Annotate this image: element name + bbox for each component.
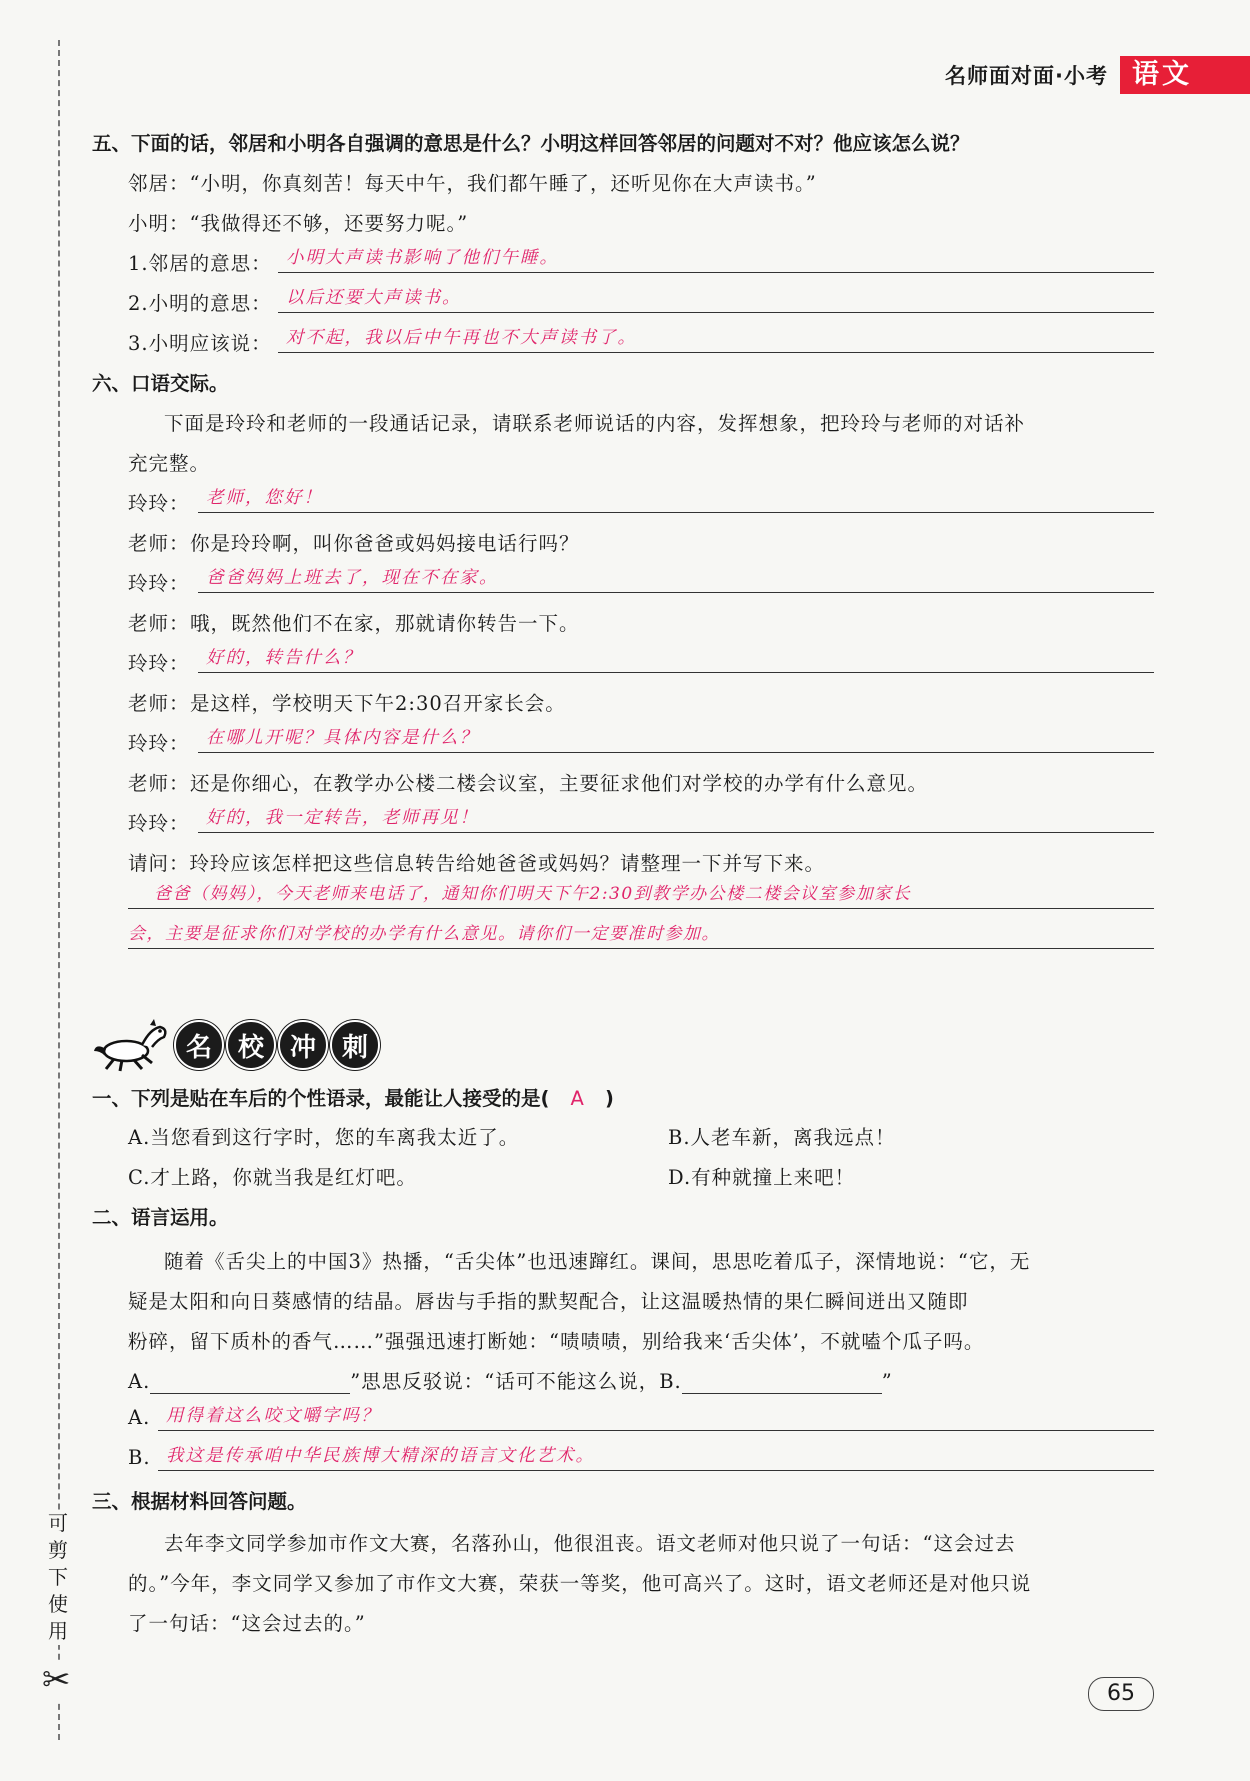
dialogue-answer: 在哪儿开呢？具体内容是什么？	[206, 728, 479, 748]
dialogue-speaker: 老师：	[128, 612, 190, 635]
q5-item2-answer: 以后还要大声读书。	[286, 288, 462, 308]
q6-title: 六、口语交际。	[92, 372, 229, 395]
famous-school-banner	[90, 1015, 380, 1075]
s3-paragraph-line1: 去年李文同学参加市作文大赛，名落孙山，他很沮丧。语文老师对他只说了一句话：“这会过去	[164, 1532, 1016, 1555]
dialogue-speaker: 玲玲：	[128, 572, 190, 595]
q5-item2-label: 2.小明的意思：	[128, 292, 272, 315]
dialogue-text: 哦，既然他们不在家，那就请你转告一下。	[190, 612, 580, 635]
s2-paragraph-line1: 随着《舌尖上的中国3》热播，“舌尖体”也迅速蹿红。课间，思思吃着瓜子，深情地说：“它，无	[164, 1250, 1031, 1273]
s2-answer-b-label: B.	[128, 1446, 151, 1469]
q5-item3-label: 3.小明应该说：	[128, 332, 272, 355]
q6-answer-line2	[128, 920, 1154, 949]
banner-char: 名	[174, 1020, 224, 1070]
q5-item3-answer: 对不起，我以后中午再也不大声读书了。	[286, 328, 637, 348]
s2-blank-a	[150, 1393, 350, 1394]
s1-option-b: B.人老车新，离我远点！	[668, 1126, 896, 1149]
dialogue-answer-line	[198, 484, 1154, 513]
q5-title: 五、下面的话，邻居和小明各自强调的意思是什么？小明这样回答邻居的问题对不对？他应该怎么说？	[92, 132, 970, 155]
s2-answer-a-label: A.	[128, 1406, 151, 1429]
dialogue-answer-line	[198, 564, 1154, 593]
horse-mascot-icon	[90, 1017, 172, 1073]
s2-fill-a-label: A.	[128, 1370, 151, 1393]
s2-answer-b-line	[158, 1442, 1154, 1471]
dialogue-answer-line	[198, 804, 1154, 833]
series-title: 名师面对面·小考	[945, 64, 1108, 88]
dialogue-speaker: 老师：	[128, 532, 190, 555]
dialogue-answer: 老师，您好！	[206, 488, 323, 508]
scissors-icon: ✂	[42, 1660, 71, 1700]
subject-tab: 语文	[1120, 56, 1250, 94]
banner-char: 校	[226, 1020, 276, 1070]
dialogue-answer: 好的，我一定转告，老师再见！	[206, 808, 479, 828]
page-number: 65	[1088, 1677, 1154, 1711]
dialogue-text: 是这样，学校明天下午2:30召开家长会。	[190, 692, 566, 715]
dialogue-speaker: 老师：	[128, 692, 190, 715]
cut-note: 可剪下使用	[44, 1510, 72, 1645]
banner-char: 冲	[278, 1020, 328, 1070]
dialogue-answer: 好的，转告什么？	[206, 648, 362, 668]
s2-fill-line	[128, 1366, 893, 1394]
dialogue-answer-line	[198, 724, 1154, 753]
page-header	[945, 56, 1250, 94]
s2-answer-a-line	[158, 1402, 1154, 1431]
dialogue-speaker: 玲玲：	[128, 732, 190, 755]
q6-intro-line2: 充完整。	[128, 452, 211, 475]
dialogue-speaker: 玲玲：	[128, 812, 190, 835]
dialogue-answer: 爸爸妈妈上班去了，现在不在家。	[206, 568, 499, 588]
q6-answer-text1: 爸爸（妈妈），今天老师来电话了，通知你们明天下午2:30到教学办公楼二楼会议室参加家长	[154, 884, 912, 904]
dialogue-answer-line	[198, 644, 1154, 673]
banner-char: 刺	[330, 1020, 380, 1070]
dialogue-speaker: 玲玲：	[128, 492, 190, 515]
s1-title	[92, 1083, 614, 1111]
s2-paragraph-line3: 粉碎，留下质朴的香气……”强强迅速打断她：“啧啧啧，别给我来‘舌尖体’，不就嗑个瓜子吗。	[128, 1330, 985, 1353]
q5-item2-answer-line	[278, 284, 1154, 313]
q5-xiaoming: 小明：“我做得还不够，还要努力呢。”	[128, 212, 469, 235]
s2-answer-b: 我这是传承咱中华民族博大精深的语言文化艺术。	[166, 1446, 595, 1466]
q6-answer-line1	[128, 880, 1154, 909]
q5-item1-answer-line	[278, 244, 1154, 273]
q6-answer-text2: 会，主要是征求你们对学校的办学有什么意见。请你们一定要准时参加。	[128, 924, 720, 944]
s1-answer: A	[570, 1087, 584, 1110]
s3-paragraph-line2: 的。”今年，李文同学又参加了市作文大赛，荣获一等奖，他可高兴了。这时，语文老师还是对他只说	[128, 1572, 1032, 1595]
q6-question: 请问：玲玲应该怎样把这些信息转告给她爸爸或妈妈？请整理一下并写下来。	[128, 852, 826, 875]
q5-item1-label: 1.邻居的意思：	[128, 252, 272, 275]
q6-intro-line1: 下面是玲玲和老师的一段通话记录，请联系老师说话的内容，发挥想象，把玲玲与老师的对话补	[164, 412, 1026, 435]
s1-title-close: )	[605, 1087, 614, 1110]
dialogue-text: 你是玲玲啊，叫你爸爸或妈妈接电话行吗？	[190, 532, 580, 555]
q5-item3-answer-line	[278, 324, 1154, 353]
s1-option-a: A.当您看到这行字时，您的车离我太近了。	[128, 1126, 520, 1149]
dialogue-text: 还是你细心，在教学办公楼二楼会议室，主要征求他们对学校的办学有什么意见。	[190, 772, 929, 795]
q5-neighbor: 邻居：“小明，你真刻苦！每天中午，我们都午睡了，还听见你在大声读书。”	[128, 172, 817, 195]
s2-fill-end: ”	[881, 1370, 893, 1393]
s1-option-c: C.才上路，你就当我是红灯吧。	[128, 1166, 417, 1189]
cut-line	[58, 40, 60, 1740]
s1-option-d: D.有种就撞上来吧！	[668, 1166, 856, 1189]
s3-paragraph-line3: 了一句话：“这会过去的。”	[128, 1612, 366, 1635]
s2-paragraph-line2: 疑是太阳和向日葵感情的结晶。唇齿与手指的默契配合，让这温暖热情的果仁瞬间迸出又随即	[128, 1290, 969, 1313]
q5-item1-answer: 小明大声读书影响了他们午睡。	[286, 248, 559, 268]
s2-title: 二、语言运用。	[92, 1206, 229, 1229]
dialogue-speaker: 老师：	[128, 772, 190, 795]
s1-title-text: 一、下列是贴在车后的个性语录，最能让人接受的是(	[92, 1087, 550, 1110]
s2-fill-mid: ”思思反驳说：“话可不能这么说，B.	[350, 1370, 682, 1393]
s3-title: 三、根据材料回答问题。	[92, 1490, 307, 1513]
dialogue-speaker: 玲玲：	[128, 652, 190, 675]
s2-answer-a: 用得着这么咬文嚼字吗？	[166, 1406, 381, 1426]
s2-blank-b	[682, 1393, 882, 1394]
